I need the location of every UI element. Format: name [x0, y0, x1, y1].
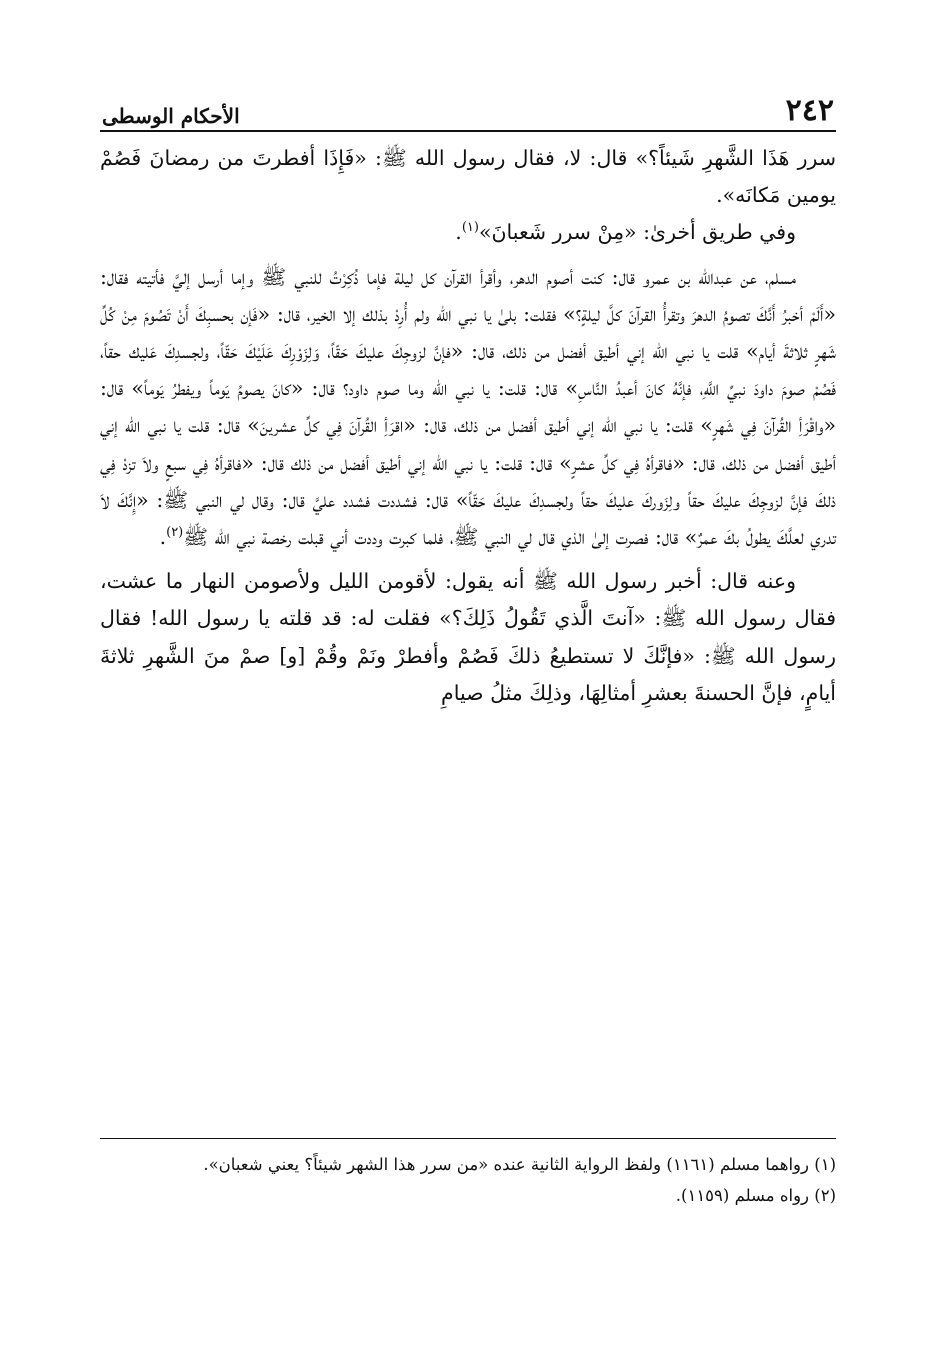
footnote-ref-2: (٢) [166, 525, 184, 541]
footnotes [100, 1138, 836, 1211]
paragraph-other-narration: وفي طريق أخرىٰ: «مِنْ سرر شَعبانَ»$^{(١)}$. [455, 220, 796, 245]
book-page [100, 88, 836, 712]
page-number: ٢٤٢ [785, 93, 834, 128]
paragraph-abdullah-hadith: مسلم، عن عبدالله بن عمرو قال: كنت أصوم الدهر، وأقرأ القرآن كل ليلة فإما ذُكِرْتُ للنبي ﷺ وإما أرسل إليَّ فأتيته فقال: «أَلَمْ أخبرُ أَنَّكَ تصومُ الدهرَ وتقرأُ القرآنَ كلَّ ليلةٍ؟» فقلت: بلىٰ يا نبي الله ولم أُرِدْ بذلك إلا الخير، قال: «فَإن بحسبِكَ أَنْ تَصُومَ مِنْ كُلِّ شَهرٍ ثلاثةَ أيام» قلت يا نبي الله إني أطيق أفضل من ذلك، قال: «فإنَّ لزوجِكَ عليكَ حَقّاً، وَلِزَوْرِكَ عَلَيْكَ حَقّاً، ولجسدِكَ عَليك حقاً، فَصُمْ صومَ داودَ نبيِّ اللَّهِ، فإنَّهُ كانَ أعبدُ النَّاسِ» قال: قلت: يا نبي الله وما صوم داود؟ قال: «كانَ يصومُ يَوماً ويفطرُ يَوماً» قال: «واقْرَأِ القُرآنَ فِي شَهرٍ» قلت: يا نبي الله إني أطيق أفضل من ذلك، قال: «اقرَأِ القُرآنَ فِي كلِّ عشرينَ» قال: قلت يا نبي الله إني أطيق أفضل من ذلك، قال: «فاقرأهُ فِي كلِّ عشرٍ» قال: قلت: يا نبي الله إني أطيق أفضل من ذلك قال: «فاقرأهُ فِي سبعٍ ولاَ تزدْ فِي ذلكَ فإنَّ لزوجِكَ عليكَ حقاً ولِزَوركَ عليكَ حقاً ولجسدِكَ عليكَ حَقّاً» قال: فشددت فشدد عليَّ قال: وقال لي النبي ﷺ: «إِنَّكَ لاَ تدري لعلَّكَ يطولُ بكَ عمرٌ» قال: فصرت إلىٰ الذي قال لي النبي ﷺ، فلما كبرت وددت أني قبلت رخصة نبي الله ﷺ$^{(٢)}$. [100, 264, 836, 550]
paragraph-continued: سرر هَذَا الشَّهرِ شَيئاً؟» قال: لا، فقال رسول الله ﷺ: «فَإِذَا أفطرتَ من رمضانَ فَصُمْ يومين مَكانَه». [100, 146, 836, 208]
footnote-1: (١) رواهما مسلم (١١٦١) ولفظ الرواية الثانية عنده «من سرر هذا الشهر شيئاً؟ يعني شعبان». [203, 1155, 836, 1174]
footnote-2: (٢) رواه مسلم (١١٥٩). [675, 1186, 836, 1205]
footnote-ref-1: (١) [461, 220, 479, 236]
book-title: الأحكام الوسطى [102, 104, 240, 128]
main-text [100, 140, 836, 712]
running-header [100, 88, 836, 132]
paragraph-second-hadith: وعنه قال: أخبر رسول الله ﷺ أنه يقول: لأقومن الليل ولأصومن النهار ما عشت، فقال رسول الله ﷺ: «آنتَ الَّذي تَقُولُ ذَلِكَ؟» فقلت له: قد قلته يا رسول الله! فقال رسول الله ﷺ: «فإنَّكَ لا تستطيعُ ذلكَ فَصُمْ وأفطرْ ونَمْ وقُمْ [و] صمْ منَ الشَّهرِ ثلاثةَ أيامٍ، فإنَّ الحسنةَ بعشرِ أمثالِهَا، وذلِكَ مثلُ صيامِ [100, 569, 836, 705]
